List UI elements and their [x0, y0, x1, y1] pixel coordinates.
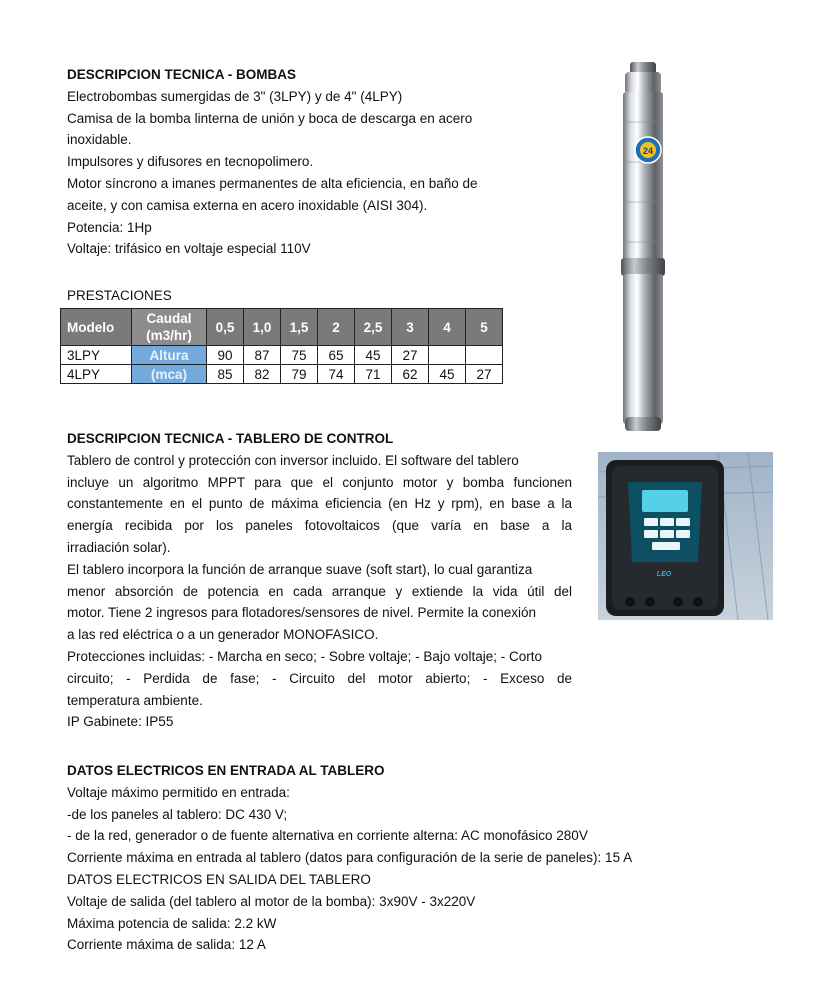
header-flow: 3 — [392, 309, 429, 346]
header-flow: 4 — [429, 309, 466, 346]
cell-value: 27 — [466, 365, 503, 384]
cell-value: 87 — [244, 346, 281, 365]
tablero-line: Protecciones incluidas: - Marcha en seco; - Sobre voltaje; - Bajo voltaje; - Corto — [67, 648, 542, 664]
section-electricos — [67, 760, 687, 956]
cell-value: 90 — [207, 346, 244, 365]
submersible-pump-image — [608, 62, 678, 434]
tablero-line: El tablero incorpora la función de arranque suave (soft start), lo cual garantiza — [67, 561, 533, 577]
cell-label: Altura — [132, 346, 207, 365]
electricos-line: Máxima potencia de salida: 2.2 kW — [67, 915, 277, 931]
tablero-line: irradiación solar). — [67, 539, 171, 555]
header-flow: 2,5 — [355, 309, 392, 346]
electricos-line: -de los paneles al tablero: DC 430 V; — [67, 806, 288, 822]
cell-value: 82 — [244, 365, 281, 384]
cell-value: 62 — [392, 365, 429, 384]
prestaciones-title: PRESTACIONES — [67, 288, 172, 303]
cell-value: 75 — [281, 346, 318, 365]
table-row — [61, 346, 503, 365]
section-title-electricos: DATOS ELECTRICOS EN ENTRADA AL TABLERO — [67, 763, 385, 778]
header-caudal — [132, 309, 207, 346]
bombas-line: Voltaje: trifásico en voltaje especial 110V — [67, 241, 311, 257]
section-bombas — [67, 64, 517, 260]
cell-value — [466, 346, 503, 365]
bombas-line: Potencia: 1Hp — [67, 219, 152, 235]
electricos-line: Voltaje máximo permitido en entrada: — [67, 784, 290, 800]
table-header-row — [61, 309, 503, 346]
bombas-line: Impulsores y difusores en tecnopolimero. — [67, 154, 314, 170]
header-flow: 5 — [466, 309, 503, 346]
cell-label: (mca) — [132, 365, 207, 384]
header-caudal-line1: Caudal — [146, 311, 192, 326]
bombas-line: aceite, y con camisa externa en acero inoxidable (AISI 304). — [67, 197, 428, 213]
tablero-line: menor absorción de potencia en cada arranque y extiende la vida útil del — [67, 583, 572, 599]
section-title-tablero: DESCRIPCION TECNICA - TABLERO DE CONTROL — [67, 431, 394, 446]
header-flow: 2 — [318, 309, 355, 346]
bombas-line: Electrobombas sumergidas de 3" (3LPY) y de 4" (4LPY) — [67, 88, 403, 104]
cell-value — [429, 346, 466, 365]
cell-value: 74 — [318, 365, 355, 384]
cell-value: 45 — [355, 346, 392, 365]
performance-table — [60, 308, 503, 384]
tablero-line: temperatura ambiente. — [67, 692, 203, 708]
tablero-line: Tablero de control y protección con inversor incluido. El software del tablero — [67, 452, 519, 468]
performance-table-wrap — [60, 308, 503, 384]
electricos-line: Corriente máxima en entrada al tablero (datos para configuración de la serie de paneles): 15 A — [67, 850, 633, 866]
electricos-line: Corriente máxima de salida: 12 A — [67, 937, 266, 953]
header-flow: 0,5 — [207, 309, 244, 346]
header-flow: 1,5 — [281, 309, 318, 346]
section-title-bombas: DESCRIPCION TECNICA - BOMBAS — [67, 67, 297, 82]
cell-model: 4LPY — [61, 365, 132, 384]
tablero-line: constantemente en el punto de máxima eficiencia (en Hz y rpm), en base a la — [67, 496, 572, 512]
header-modelo: Modelo — [61, 309, 132, 346]
tablero-line: circuito; - Perdida de fase; - Circuito del motor abierto; - Exceso de — [67, 670, 572, 686]
tablero-line: motor. Tiene 2 ingresos para flotadores/sensores de nivel. Permite la conexión — [67, 605, 537, 621]
bombas-line: Motor síncrono a imanes permanentes de alta eficiencia, en baño de — [67, 175, 478, 191]
header-flow: 1,0 — [244, 309, 281, 346]
section-tablero — [67, 428, 572, 733]
cell-value: 27 — [392, 346, 429, 365]
warranty-badge-text: 24 — [642, 146, 654, 156]
electricos-line: Voltaje de salida (del tablero al motor de la bomba): 3x90V - 3x220V — [67, 893, 476, 909]
electricos-line: DATOS ELECTRICOS EN SALIDA DEL TABLERO — [67, 871, 371, 887]
warranty-badge-icon — [635, 137, 661, 163]
controller-brand-logo: LEO — [656, 571, 672, 578]
cell-value: 71 — [355, 365, 392, 384]
cell-model: 3LPY — [61, 346, 132, 365]
tablero-line: incluye un algoritmo MPPT para que el conjunto motor y bomba funcionen — [67, 474, 572, 490]
solar-controller-image — [598, 452, 773, 620]
cell-value: 45 — [429, 365, 466, 384]
table-row — [61, 365, 503, 384]
bombas-line: Camisa de la bomba linterna de unión y boca de descarga en acero — [67, 110, 473, 126]
tablero-line: a las red eléctrica o a un generador MONOFASICO. — [67, 627, 379, 643]
bombas-line: inoxidable. — [67, 132, 132, 148]
tablero-line: energía recibida por los paneles fotovoltaicos (que varía en base a la — [67, 518, 572, 534]
cell-value: 79 — [281, 365, 318, 384]
cell-value: 65 — [318, 346, 355, 365]
cell-value: 85 — [207, 365, 244, 384]
electricos-line: - de la red, generador o de fuente alternativa en corriente alterna: AC monofásico 280V — [67, 828, 588, 844]
header-caudal-line2: (m3/hr) — [146, 328, 192, 343]
tablero-line: IP Gabinete: IP55 — [67, 714, 174, 730]
